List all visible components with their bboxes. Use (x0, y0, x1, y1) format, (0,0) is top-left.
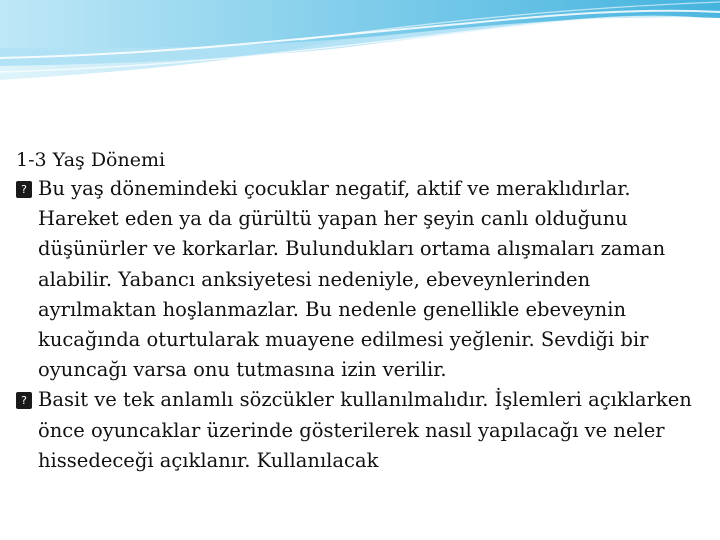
bullet-text: Basit ve tek anlamlı sözcükler kullanılmalıdır. İşlemleri açıklarken önce oyuncaklar üzerinde gösterilerek nasıl yapılacağı ve neler hissedeceği açıklanır. Kullanılacak (38, 388, 692, 472)
slide-body (16, 146, 706, 476)
bullet-item (16, 385, 706, 476)
replacement-char-icon: ? (16, 392, 32, 409)
bullet-item (16, 174, 706, 385)
slide-title: 1-3 Yaş Dönemi (16, 149, 166, 171)
replacement-char-icon: ? (16, 181, 32, 198)
header-wave-decoration (0, 0, 720, 90)
bullet-text: Bu yaş dönemindeki çocuklar negatif, aktif ve meraklıdırlar. Hareket eden ya da gürültü yapan her şeyin canlı olduğunu düşünürler ve korkarlar. Bulundukları ortama alışmaları zaman alabilir. Yabancı anksiyetesi nedeniyle, ebeveynlerinden ayrılmaktan hoşlanmazlar. Bu nedenle genellikle ebeveynin kucağında oturtularak muayene edilmesi yeğlenir. Sevdiği bir oyuncağı varsa onu tutmasına izin verilir. (38, 177, 666, 382)
